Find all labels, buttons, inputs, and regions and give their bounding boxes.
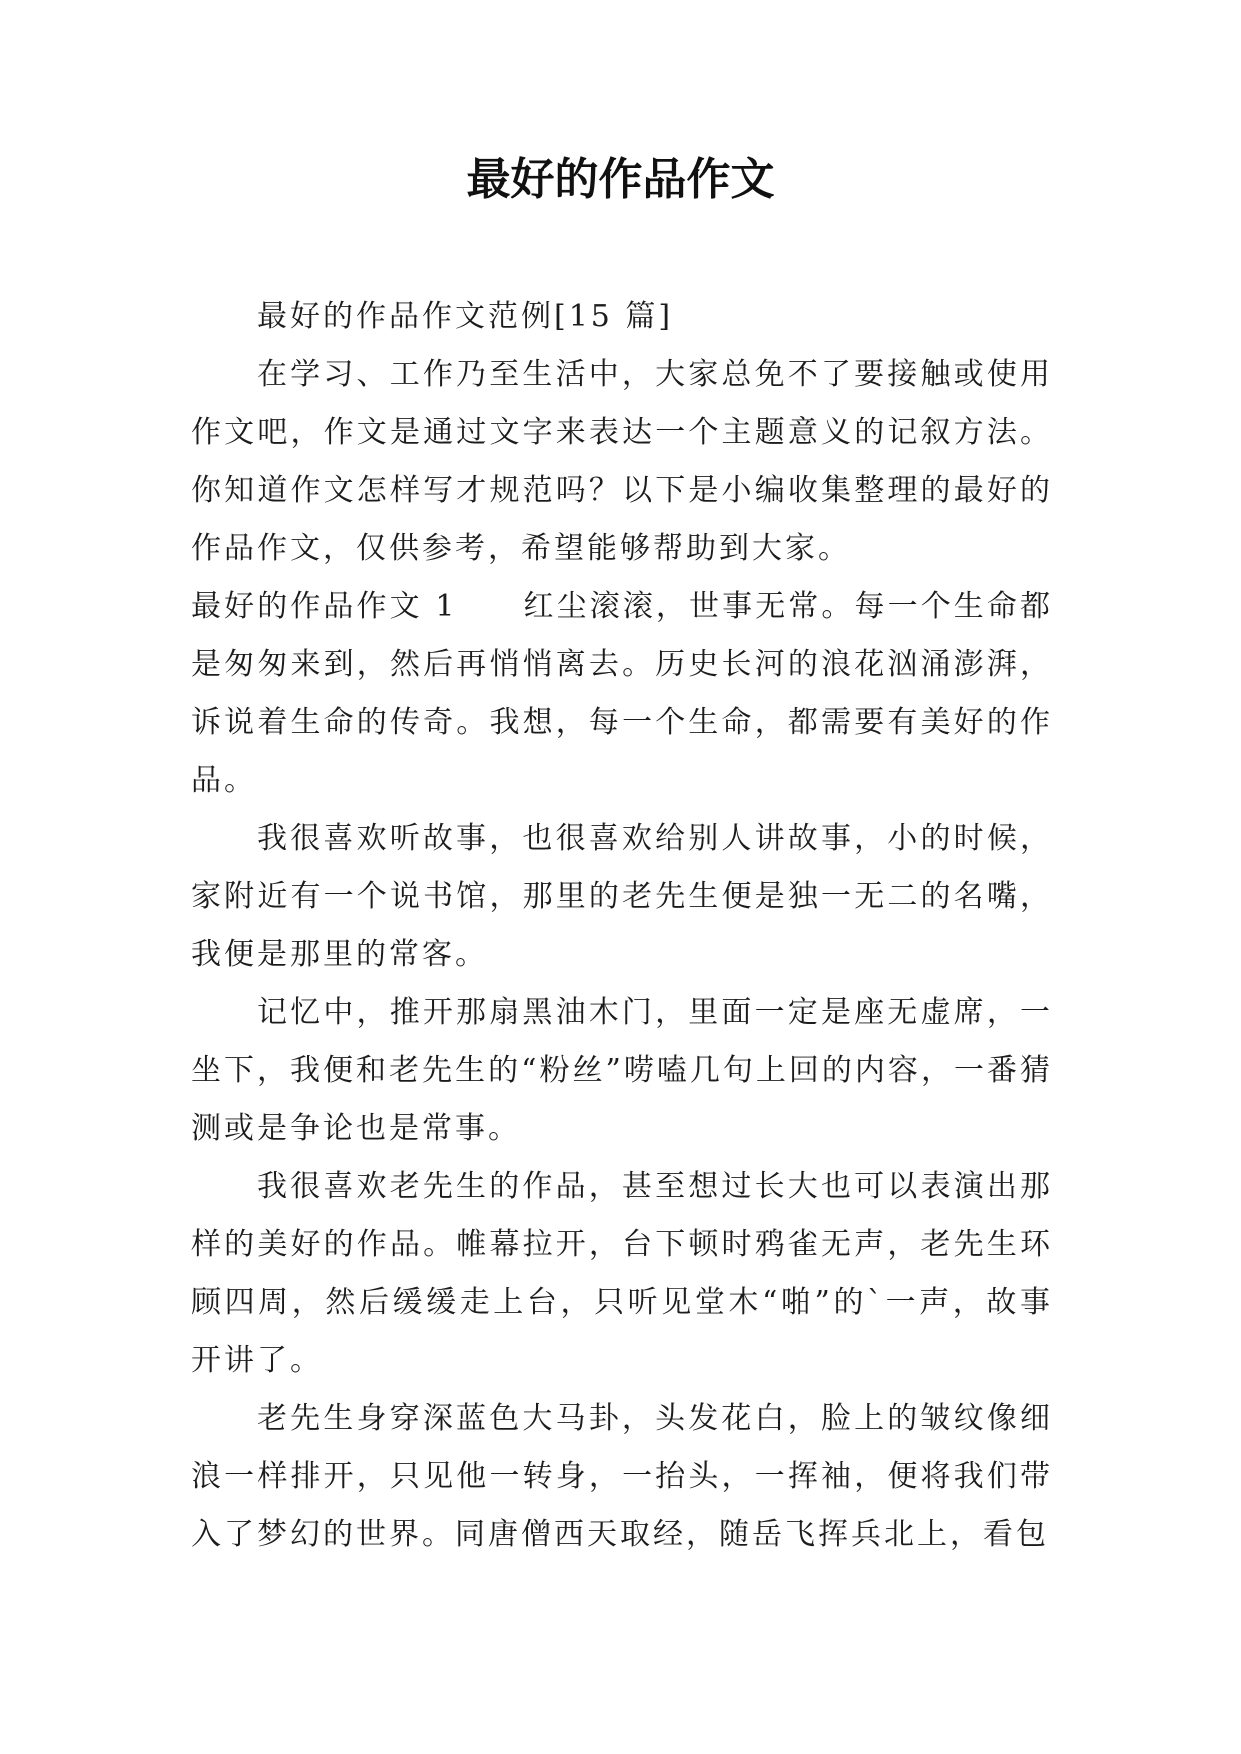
intro-paragraph: 在学习、工作乃至生活中，大家总免不了要接触或使用作文吧，作文是通过文字来表达一个主题意义的记叙方法。你知道作文怎样写才规范吗？以下是小编收集整理的最好的作品作文，仅供参考，希望能够帮助到大家。 [191, 357, 1053, 566]
essay-heading: 最好的作品作文 1 [191, 589, 458, 624]
essay-first-text: 红尘滚滚，世事无常。每一个生命都是匆匆来到，然后再悄悄离去。历史长河的浪花汹涌澎湃，诉说着生命的传奇。我想，每一个生命，都需要有美好的作品。 [191, 589, 1054, 798]
paragraph: 老先生身穿深蓝色大马卦，头发花白，脸上的皱纹像细浪一样排开，只见他一转身，一抬头，一挥袖，便将我们带入了梦幻的世界。同唐僧西天取经，随岳飞挥兵北上，看包 [191, 1401, 1053, 1552]
paragraph: 记忆中，推开那扇黑油木门，里面一定是座无虚席，一坐下，我便和老先生的“粉丝”唠嗑几句上回的内容，一番猜测或是争论也是常事。 [191, 995, 1053, 1146]
document-subtitle: 最好的作品作文范例[15 篇] [257, 299, 674, 334]
paragraph: 我很喜欢老先生的作品，甚至想过长大也可以表演出那样的美好的作品。帷幕拉开，台下顿时鸦雀无声，老先生环顾四周，然后缓缓走上台，只听见堂木“啪”的`一声，故事开讲了。 [191, 1169, 1053, 1378]
document-title: 最好的作品作文 [466, 154, 775, 205]
document-body [191, 288, 1053, 1564]
essay-first-paragraph [191, 578, 1053, 810]
paragraph: 我很喜欢听故事，也很喜欢给别人讲故事，小的时候，家附近有一个说书馆，那里的老先生便是独一无二的名嘴，我便是那里的常客。 [191, 821, 1053, 972]
